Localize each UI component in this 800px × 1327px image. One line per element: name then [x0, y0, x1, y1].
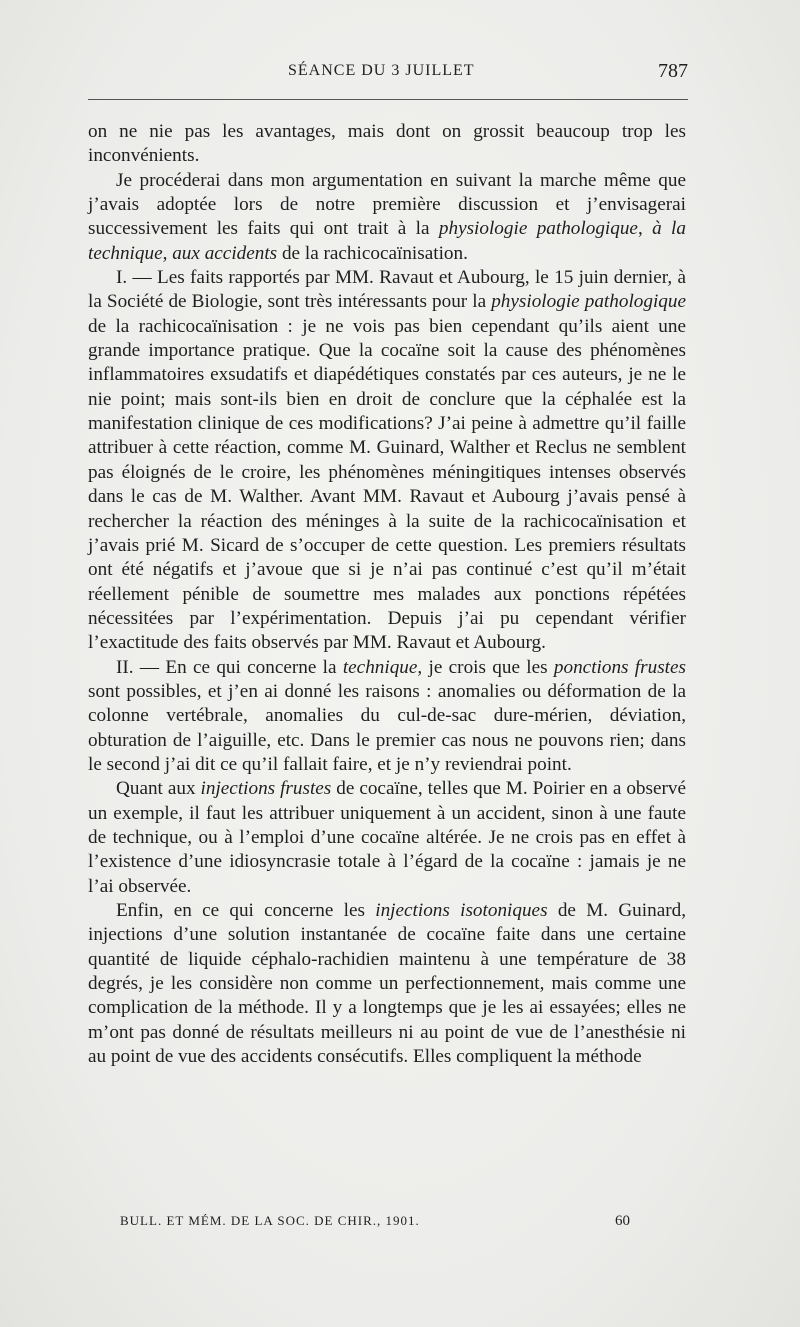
page-header — [88, 58, 688, 88]
page-footer — [120, 1213, 630, 1237]
running-head: SÉANCE DU 3 JUILLET — [288, 62, 475, 79]
paragraph-4: II. — En ce qui concerne la technique, je crois que les ponctions frustes sont possibles, et j’en ai donné les raisons : anomalies ou déformation de la colonne vertébrale, anomalies du cul-de-sac dure-mérien, déviation, obturation de l’aiguille, etc. Dans le premier cas nous ne pouvons rien; dans le second j’ai dit ce qu’il fallait faire, et je n’y reviendrai point. — [88, 656, 686, 775]
paragraph-6: Enfin, en ce qui concerne les injections isotoniques de M. Guinard, injections d’une solution instantanée de cocaïne faite dans une certaine quantité de liquide céphalo-rachidien maintenu à une température de 38 degrés, je les considère non comme un perfectionnement, mais comme une complication de la méthode. Il y a longtemps que je les ai essayées; elles ne m’ont pas donné de résultats meilleurs ni au point de vue de l’anesthésie ni au point de vue des accidents consécutifs. Elles compliquent la méthode — [88, 900, 686, 1068]
paragraph-3: I. — Les faits rapportés par MM. Ravaut et Aubourg, le 15 juin dernier, à la Société de Biologie, sont très intéressants pour la physiologie pathologique de la rachicocaïnisation : je ne vois pas bien cependant qu’ils aient une grande importance pratique. Que la cocaïne soit la cause des phénomènes inflammatoires exsudatifs et diapédétiques constatés par ces auteurs, je ne le nie point; mais sont-ils bien en droit de conclure que la céphalée est la manifestation clinique de ces modifications? J’ai peine à admettre qu’il faille attribuer à cette réaction, comme M. Guinard, Walther et Reclus ne semblent pas éloignés de le croire, les phénomènes méningitiques intenses observés dans le cas de M. Walther. Avant MM. Ravaut et Aubourg j’avais pensé à rechercher la réaction des méninges à la suite de la rachicocaïnisation et j’avais prié M. Sicard de s’occuper de cette question. Les premiers résultats ont été négatifs et j’avoue que si je n’ai pas continué c’est qu’il m’était réellement pénible de soumettre mes malades aux ponctions répétées nécessitées par l’expérimentation. Depuis j’ai pu cependant vérifier l’exactitude des faits observés par MM. Ravaut et Aubourg. — [88, 267, 686, 654]
emphasis: ponctions frustes — [553, 656, 686, 678]
header-rule — [88, 99, 688, 100]
paragraph-5: Quant aux injections frustes de cocaïne, telles que M. Poirier en a observé un exemple, il faut les attribuer uniquement à un accident, sinon à une faute de technique, ou à l’emploi d’une cocaïne altérée. Je ne crois pas en effet à l’existence d’une idiosyncrasie totale à l’égard de la cocaïne : jamais je ne l’ai observée. — [88, 778, 686, 897]
emphasis: physiologie pathologique — [491, 291, 686, 313]
journal-reference: BULL. ET MÉM. DE LA SOC. DE CHIR., 1901. — [120, 1213, 420, 1228]
signature-mark: 60 — [615, 1213, 630, 1229]
emphasis: physiologie pathologique — [438, 218, 638, 240]
emphasis: injections frustes — [200, 778, 332, 800]
emphasis: injections isotoniques — [375, 900, 548, 921]
paragraph-2: Je procéderai dans mon argumentation en suivant la marche même que j’avais adoptée lors de notre première discussion et j’envisagerai successivement les faits qui ont trait à la physiologie pathologique, à la technique, aux accidents de la rachicocaïnisation. — [88, 169, 686, 264]
paragraph-1: on ne nie pas les avantages, mais dont on grossit beaucoup trop les inconvénients. — [88, 121, 686, 167]
emphasis: aux accidents — [172, 242, 278, 264]
emphasis: technique — [342, 656, 418, 678]
page-number: 787 — [658, 60, 688, 82]
body-text — [88, 120, 686, 1069]
emphasis: à la technique — [88, 218, 686, 264]
